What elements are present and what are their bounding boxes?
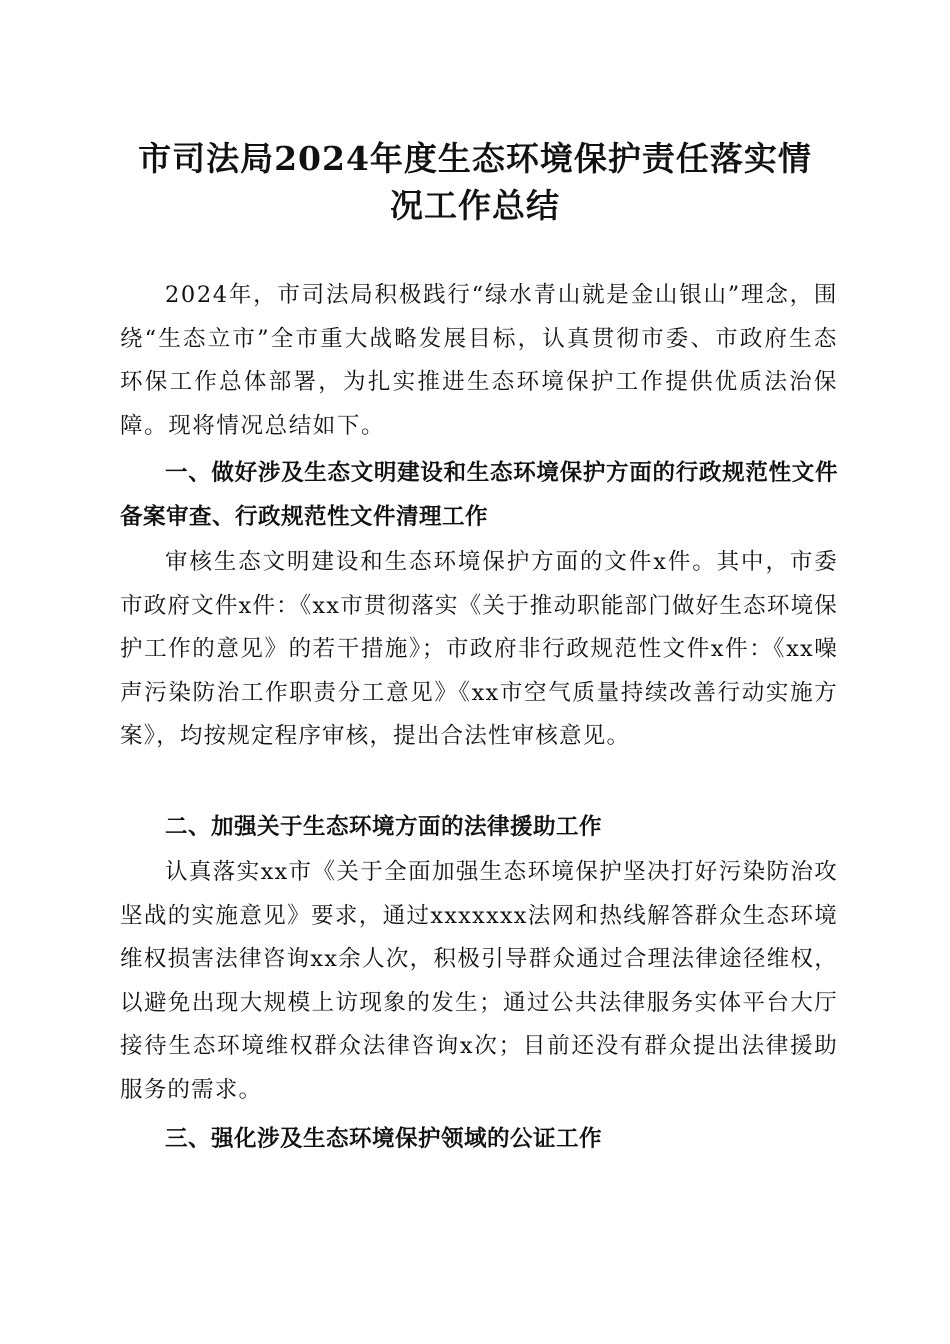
section-body-2: 认真落实xx市《关于全面加强生态环境保护坚决打好污染防治攻坚战的实施意见》要求，通过xxxxxxx法网和热线解答群众生态环境维权损害法律咨询xx余人次，积极引导群众通过合理法律途径维权，以避免出现大规模上访现象的发生；通过公共法律服务实体平台大厅接待生态环境维权群众法律咨询x次；目前还没有群众提出法律援助服务的需求。 <box>120 859 838 1103</box>
section-heading-2: 二、加强关于生态环境方面的法律援助工作 <box>165 814 603 840</box>
section-heading-3: 三、强化涉及生态环境保护领域的公证工作 <box>165 1126 603 1152</box>
intro-paragraph: 2024年，市司法局积极践行“绿水青山就是金山银山”理念，围绕“生态立市”全市重大战略发展目标，认真贯彻市委、市政府生态环保工作总体部署，为扎实推进生态环境保护工作提供优质法治保障。现将情况总结如下。 <box>120 282 838 439</box>
document-title-line-1: 市司法局2024年度生态环境保护责任落实情 <box>138 139 812 178</box>
document-title-line-2: 况工作总结 <box>390 186 560 225</box>
section-body-1: 审核生态文明建设和生态环境保护方面的文件x件。其中，市委市政府文件x件：《xx市贯彻落实《关于推动职能部门做好生态环境保护工作的意见》的若干措施》；市政府非行政规范性文件x件：《xx噪声污染防治工作职责分工意见》《xx市空气质量持续改善行动实施方案》，均按规定程序审核，提出合法性审核意见。 <box>120 549 838 749</box>
section-heading-1: 一、做好涉及生态文明建设和生态环境保护方面的行政规范性文件备案审查、行政规范性文件清理工作 <box>120 460 838 530</box>
